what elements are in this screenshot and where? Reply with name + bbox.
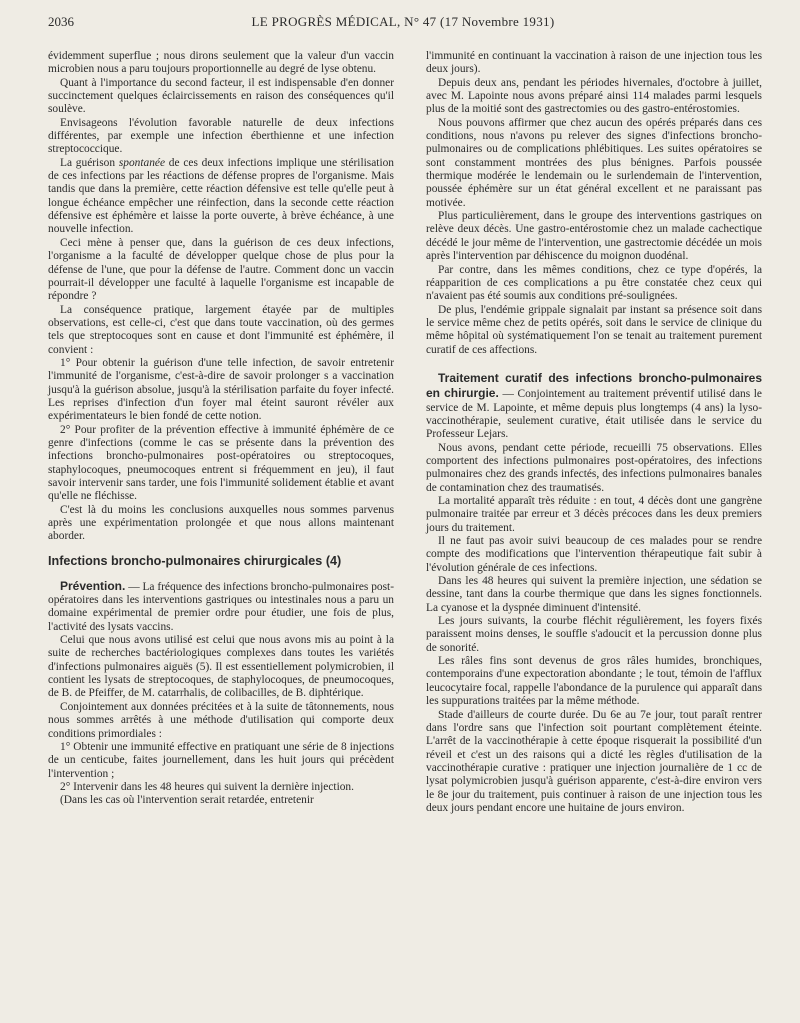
paragraph: Celui que nous avons utilisé est celui que nous avons mis au point à la suite de recherches bactériologiques complexes dans toutes les variétés d'infections pulmonaires aiguës (5). Il est essentiellement polymicrobien, il contient les lysats de streptocoques, de staphylocoques, de pneumocoques, de B. de Pfeiffer, de M. catarrhalis, de colibacilles, de B. diphtérique. [48, 634, 394, 700]
paragraph: 2° Pour profiter de la prévention effective à immunité éphémère de ce genre d'infections (comme le cas se présente dans la prévention des infections broncho-pulmonaires post-opératoires ou streptocoques, staphylocoques, pneumocoques entrent si fréquemment en jeu), il faut savoir intervenir sans tarder, une fois l'immunité solidement établie et avant qu'elle ne fléchisse. [48, 423, 394, 503]
left-column [48, 50, 394, 808]
paragraph: Nous pouvons affirmer que chez aucun des opérés préparés dans ces conditions, nous n'avons pu relever des signes d'infections broncho-pulmonaires ou de complications phlébitiques. Les suites opératoires se sont constamment montrées des plus bénignes. Parfois poussée thermique modérée le lendemain ou le surlendemain de l'intervention, poussée éphémère sur un état général excellent et ne paraissant pas motivée. [426, 116, 762, 209]
paragraph: Plus particulièrement, dans le groupe des interventions gastriques on relève deux décès. Une gastro-entérostomie chez un malade cachectique décédé le jour même de l'intervention, une gastrectomie décédée un mois après l'intervention par déhiscence du moignon duodénal. [426, 210, 762, 263]
text-run: — Conjointement au traitement préventif utilisé dans le service de M. Lapointe, et même depuis plus longtemps (4 ans) la lyso-vaccinothérapie, seulement curative, était utilisée dans le service du Professeur Lejars. [426, 388, 762, 441]
right-column [426, 50, 762, 815]
paragraph: 2° Intervenir dans les 48 heures qui suivent la dernière injection. [60, 780, 354, 793]
paragraph [426, 371, 762, 442]
paragraph: Depuis deux ans, pendant les périodes hivernales, d'octobre à juillet, avec M. Lapointe nous avons préparé ainsi 114 malades parmi lesquels plus de la moitié sont des gastrectomies ou des gastro-entérostomies. [426, 76, 762, 116]
paragraph: Dans les 48 heures qui suivent la première injection, une sédation se dessine, tant dans la courbe thermique que dans les signes fonctionnels. La cyanose et la dyspnée diminuent d'intensité. [426, 575, 762, 614]
subsection-label: Prévention. [60, 578, 126, 593]
paragraph [48, 579, 394, 634]
paragraph: C'est là du moins les conclusions auxquelles nous sommes parvenus après une expérimentation prolongée et que nous allons maintenant aborder. [48, 503, 394, 543]
paragraph: De plus, l'endémie grippale signalait par instant sa présence soit dans le service même chez de petits opérés, soit dans le service de clinique du même hôpital où systématiquement l'on se tenait au traitement purement curatif de ces affections. [426, 303, 762, 356]
text-run: La guérison [60, 156, 119, 169]
paragraph: Il ne faut pas avoir suivi beaucoup de ces malades pour se rendre compte des modifications que l'intervention thérapeutique fait subir à l'évolution générale de ces infections. [426, 535, 762, 574]
paragraph: (Dans les cas où l'intervention serait retardée, entretenir [60, 794, 314, 807]
paragraph [48, 157, 394, 237]
paragraph: 1° Pour obtenir la guérison d'une telle infection, de savoir entretenir l'immunité de l'organisme, c'est-à-dire de savoir prolonger s a vaccination jusqu'à la guérison absolue, jusqu'à la stérilisation parfaite du foyer infecté. Les reprises d'infection d'un foyer mal éteint sauront révéler aux expérimentateurs le bien fondé de cette notion. [48, 356, 394, 423]
paragraph: Envisageons l'évolution favorable naturelle de deux infections différentes, par exemple une infection éberthienne et une infection streptococcique. [48, 116, 394, 156]
text-run: de ces deux infections implique une stérilisation de ces infections par les réactions de défense propres de l'organisme. Mais tandis que dans la première, cette réaction défensive est telle qu'elle peut à longue échéance empêcher une réinfection, dans la seconde cette réaction défensive est éphémère et laisse la porte ouverte, à brève échéance, à une nouvelle infection. [48, 156, 394, 236]
paragraph: La conséquence pratique, largement étayée par de multiples observations, est celle-ci, c'est que dans toute vaccination, où des germes tels que streptocoques sont en cause et dont l'immunité est éphémère, il convient : [48, 303, 394, 356]
paragraph: Ceci mène à penser que, dans la guérison de ces deux infections, l'organisme a la faculté de développer quelque chose de plus pour la défense de l'une, que pour la défense de l'autre. Comment donc un vaccin pourrait-il développer une faculté à laquelle l'organisme est incapable de répondre ? [48, 236, 394, 303]
paragraph: 1° Obtenir une immunité effective en pratiquant une série de 8 injections de un centicube, faites journellement, dans les huit jours qui précèdent l'intervention ; [48, 740, 394, 780]
paragraph: La mortalité apparaît très réduite : en tout, 4 décès dont une gangrène pulmonaire traitée par erreur et 3 décès précoces dans les deux premiers jours du traitement. [426, 495, 762, 534]
page-header [48, 14, 758, 38]
paragraph: l'immunité en continuant la vaccination à raison de une injection tous les deux jours). [426, 50, 762, 76]
page-number: 2036 [48, 14, 74, 29]
paragraph: Les râles fins sont devenus de gros râles humides, bronchiques, contemporains d'une expectoration abondante ; le tout, témoin de l'afflux leucocytaire focal, rappelle l'abondance de la purulence qui apparaît dans les suppurations traitées par la même méthode. [426, 655, 762, 708]
paragraph: Les jours suivants, la courbe fléchit régulièrement, les foyers fixés paraissent moins denses, le souffle s'adoucit et la percussion donne plus de sonorité. [426, 615, 762, 654]
emphasis: spontanée [118, 156, 166, 169]
section-title: Infections broncho-pulmonaires chirurgicales (4) [48, 553, 342, 568]
subsection-title: Traitement curatif des infections broncho-pulmonaires en chirurgie. [426, 370, 762, 401]
paragraph: Quant à l'importance du second facteur, il est indispensable d'en donner succinctement quelques éclaircissements en raison des conséquences qu'il soulève. [48, 76, 394, 116]
spacer [426, 357, 762, 371]
text-run: — La fréquence des infections broncho-pulmonaires post-opératoires dans les interventions gastriques ou intestinales nous a paru un domaine expérimental de premier ordre pour étudier, une fois de plus, l'activité des lysats vaccins. [48, 580, 394, 633]
running-title: LE PROGRÈS MÉDICAL, N° 47 (17 Novembre 1931) [251, 14, 555, 29]
paragraph: Stade d'ailleurs de courte durée. Du 6e au 7e jour, tout paraît rentrer dans l'ordre sans que l'infection soit pourtant complètement éteinte. L'arrêt de la vaccinothérapie à cette époque risquerait la possibilité d'un réveil et c'est un des raisons qui a dicté les règles d'utilisation de la vaccinothérapie curative : pratiquer une injection journalière de 1 cc de lysat polymicrobien jusqu'à guérison apparente, c'est-à-dire environ vers le 8e jour du traitement, puis continuer à raison de une injection tous les deux jours pendant encore une huitaine de jours environ. [426, 708, 762, 814]
paragraph: Nous avons, pendant cette période, recueilli 75 observations. Elles comportent des infections pulmonaires post-opératoires, des infections pulmonaires chez des grands infectés, des infections pulmonaires banales de contamination chez des traumatisés. [426, 441, 762, 494]
paragraph: évidemment superflue ; nous dirons seulement que la valeur d'un vaccin microbien nous a paru toujours proportionnelle au degré de lyse obtenu. [48, 50, 394, 76]
paragraph: Par contre, dans les mêmes conditions, chez ce type d'opérés, la réapparition de ces complications a pu être constatée chez ceux qui n'avaient pas été soumis aux conditions pré-soulignées. [426, 263, 762, 303]
paragraph: Conjointement aux données précitées et à la suite de tâtonnements, nous nous sommes arrêtés à une méthode d'utilisation qui comporte deux conditions primordiales : [48, 700, 394, 740]
